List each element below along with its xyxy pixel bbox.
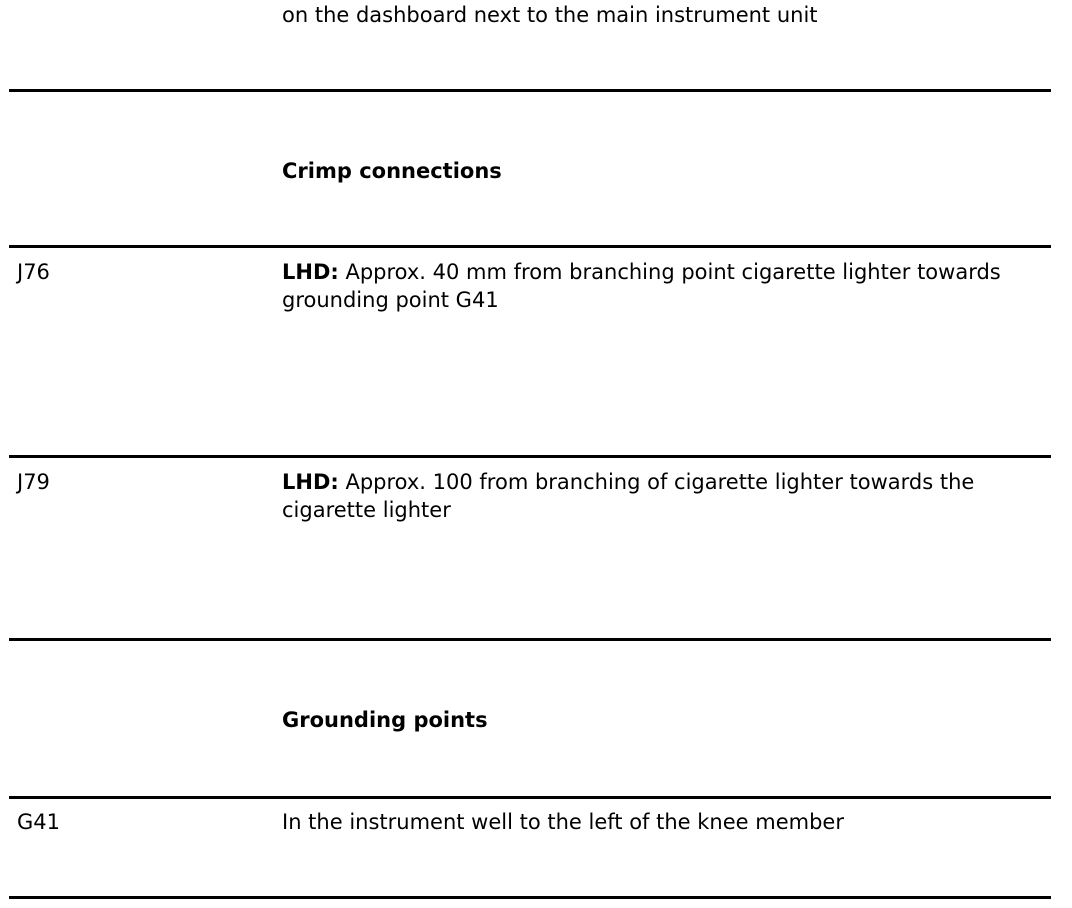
row-prefix: LHD:	[282, 260, 339, 284]
continued-description: on the dashboard next to the main instrument unit	[282, 3, 818, 27]
section-heading-crimp-connections: Crimp connections	[282, 159, 502, 183]
row-text: Approx. 100 from branching of cigarette lighter towards the	[338, 470, 975, 494]
table-divider	[9, 455, 1051, 458]
table-divider	[9, 896, 1051, 899]
table-divider	[9, 89, 1051, 92]
row-description-line: grounding point G41	[282, 288, 499, 312]
row-description-line	[282, 468, 974, 496]
row-description-line: cigarette lighter	[282, 498, 451, 522]
row-description-line: In the instrument well to the left of the knee member	[282, 810, 844, 834]
table-divider	[9, 245, 1051, 248]
row-prefix: LHD:	[282, 470, 339, 494]
table-divider	[9, 796, 1051, 799]
row-text: Approx. 40 mm from branching point cigarette lighter towards	[338, 260, 1001, 284]
section-heading-grounding-points: Grounding points	[282, 708, 488, 732]
row-description-line	[282, 258, 1001, 286]
row-code: G41	[17, 810, 60, 834]
row-code: J76	[17, 260, 50, 284]
table-divider	[9, 638, 1051, 641]
row-code: J79	[17, 470, 50, 494]
